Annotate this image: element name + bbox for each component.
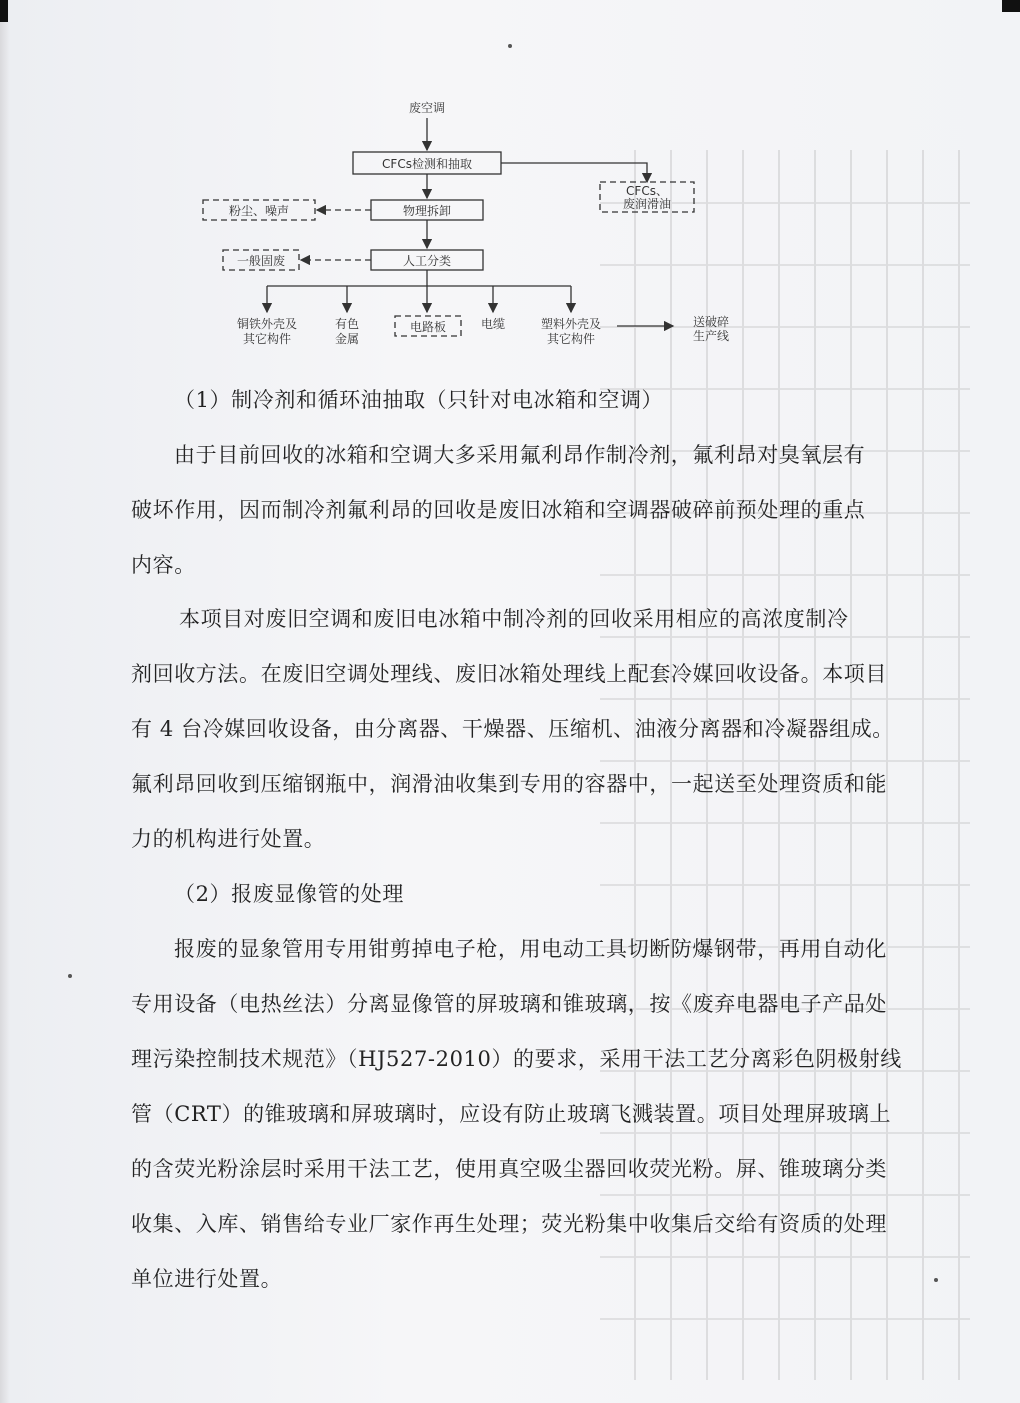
scan-corner-mark [0, 0, 8, 22]
section-heading-refrigerant: （1）制冷剂和循环油抽取（只针对电冰箱和空调） [174, 388, 664, 412]
paragraph-line: 本项目对废旧空调和废旧电冰箱中制冷剂的回收采用相应的高浓度制冷 [179, 607, 849, 631]
flow-node-plastic-line1: 塑料外壳及 [540, 317, 602, 331]
scan-corner-mark [1002, 0, 1020, 12]
flow-node-general-waste: 一般固废 [236, 254, 286, 268]
flow-node-dismantle: 物理拆卸 [402, 204, 452, 218]
flow-node-sort: 人工分类 [402, 254, 452, 268]
flow-node-dust: 粉尘、噪声 [228, 204, 290, 218]
flow-node-detect: CFCs检测和抽取 [382, 157, 472, 171]
flow-node-cfc-line2: 废润滑油 [622, 197, 672, 211]
flow-node-input: 废空调 [408, 101, 446, 115]
paragraph-line: 管（CRT）的锥玻璃和屏玻璃时，应设有防止玻璃飞溅装置。项目处理屏玻璃上 [131, 1102, 892, 1126]
paragraph-line: 有 4 台冷媒回收设备，由分离器、干燥器、压缩机、油液分离器和冷凝器组成。 [131, 717, 894, 741]
flow-node-copper-iron-line1: 铜铁外壳及 [236, 317, 298, 331]
paragraph-line: 收集、入库、销售给专业厂家作再生处理；荧光粉集中收集后交给有资质的处理 [131, 1212, 887, 1236]
scan-speck [934, 1278, 938, 1282]
flow-node-nonferrous-line2: 金属 [334, 332, 360, 346]
paragraph-line: 氟利昂回收到压缩钢瓶中，润滑油收集到专用的容器中，一起送至处理资质和能 [131, 772, 887, 796]
scan-speck [68, 974, 72, 978]
paragraph-line: 由于目前回收的冰箱和空调大多采用氟利昂作制冷剂，氟利昂对臭氧层有 [174, 443, 866, 467]
page-edge-shadow [0, 0, 10, 1403]
document-body [131, 373, 931, 1307]
paragraph-refrigerant-intro [131, 428, 931, 593]
paragraph-line: 的含荧光粉涂层时采用干法工艺，使用真空吸尘器回收荧光粉。屏、锥玻璃分类 [131, 1157, 887, 1181]
paragraph-line: 理污染控制技术规范》（HJ527-2010）的要求，采用干法工艺分离彩色阴极射线 [131, 1047, 902, 1071]
flow-node-plastic-line2: 其它构件 [546, 332, 596, 346]
scan-speck [508, 44, 512, 48]
paragraph-line: 剂回收方法。在废旧空调处理线、废旧冰箱处理线上配套冷媒回收设备。本项目 [131, 662, 887, 686]
flow-node-copper-iron-line2: 其它构件 [242, 332, 292, 346]
paragraph-refrigerant-method [131, 592, 931, 867]
paragraph-line: 内容。 [131, 553, 196, 577]
section-heading-crt: （2）报废显像管的处理 [174, 882, 404, 906]
flow-node-circuit-board: 电路板 [409, 320, 447, 334]
flow-node-crush-line2: 生产线 [692, 329, 730, 343]
flow-node-crush-line1: 送破碎 [692, 315, 730, 329]
flow-node-cable: 电缆 [480, 317, 506, 331]
paragraph-line: 专用设备（电热丝法）分离显像管的屏玻璃和锥玻璃，按《废弃电器电子产品处 [131, 992, 887, 1016]
flow-node-cfc-line1: CFCs、 [626, 184, 668, 198]
paragraph-crt-process [131, 922, 931, 1307]
process-flowchart [195, 90, 795, 360]
flow-node-nonferrous-line1: 有色 [334, 317, 360, 331]
paragraph-line: 力的机构进行处置。 [131, 827, 326, 851]
paragraph-line: 破坏作用，因而制冷剂氟利昂的回收是废旧冰箱和空调器破碎前预处理的重点 [131, 498, 866, 522]
paragraph-line: 报废的显象管用专用钳剪掉电子枪，用电动工具切断防爆钢带，再用自动化 [174, 937, 887, 961]
paragraph-line: 单位进行处置。 [131, 1267, 283, 1291]
